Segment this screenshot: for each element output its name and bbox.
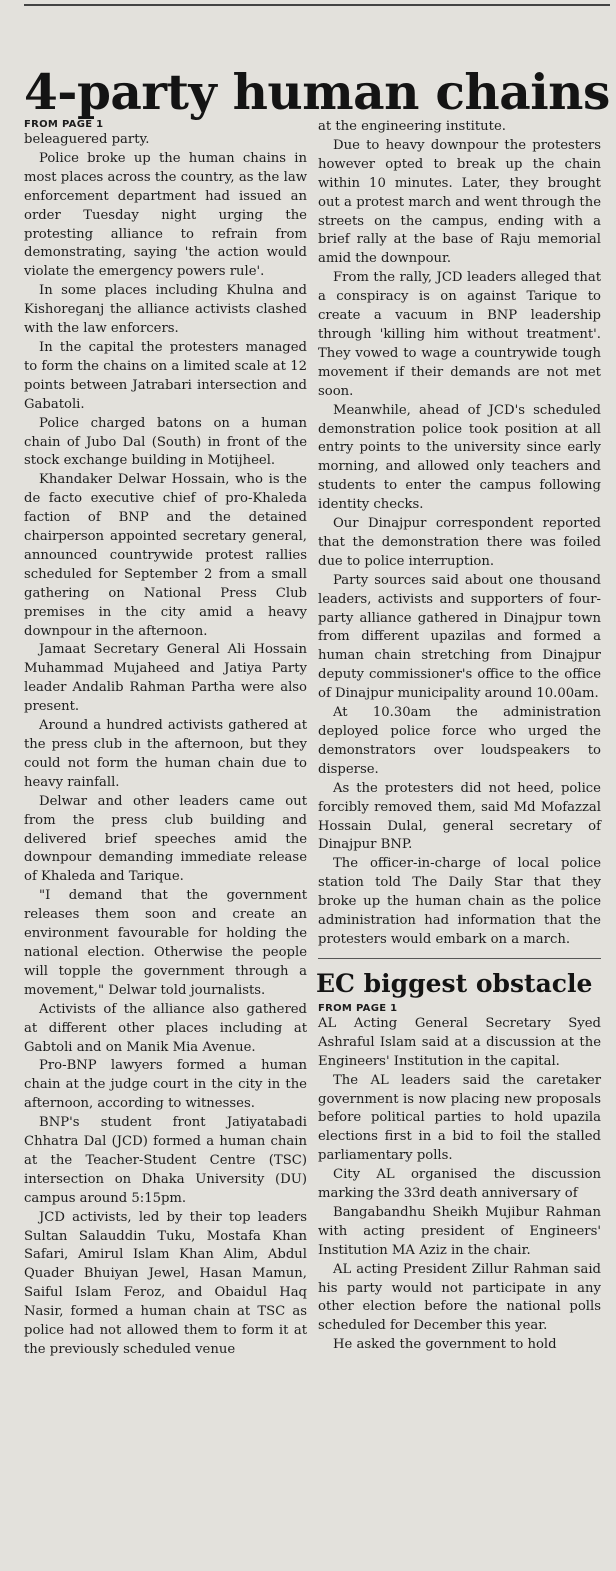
paragraph: In the capital the protesters managed to form the chains on a limited scale at 12 points between Jatrabari intersection and Gabatoli. (24, 339, 307, 412)
paragraph: Police broke up the human chains in most places across the country, as the law enforcement department had issued an order Tuesday night urging the protesting alliance to refrain from demonstrating, saying 'the action would violate the emergency powers rule'. (24, 150, 307, 280)
paragraph: Due to heavy downpour the protesters however opted to break up the chain within 10 minutes. Later, they brought out a protest march and went through the streets on the campus, ending with a brief rally at the base of Raju memorial amid the downpour. (318, 137, 601, 267)
paragraph: From the rally, JCD leaders alleged that a conspiracy is on against Tarique to create a vacuum in BNP leadership through 'killing him without treatment'. They vowed to wage a countrywide tough movement if their demands are not met soon. (318, 270, 601, 399)
right-column (318, 118, 601, 1355)
from-page-label: FROM PAGE 1 (24, 119, 104, 130)
paragraph: "I demand that the government releases them soon and create an environment favourable for holding the national election. Otherwise the people will topple the government through a movement," Delwar told journalists. (24, 888, 307, 998)
paragraph: Jamaat Secretary General Ali Hossain Muhammad Mujaheed and Jatiya Party leader Andalib Rahman Partha were also present. (24, 642, 307, 715)
paragraph: Party sources said about one thousand leaders, activists and supporters of four-party alliance gathered in Dinajpur town from different upazilas and formed a human chain stretching from Dinajpur deputy commissioner's office to the office of Dinajpur municipality around 10.00am. (318, 572, 601, 702)
paragraph: beleaguered party. (24, 132, 150, 147)
left-column (24, 118, 307, 1360)
paragraph: Activists of the alliance also gathered at different other places including at Gabtoli and on Manik Mia Avenue. (24, 1001, 307, 1055)
top-rule (24, 4, 610, 6)
article-body-left (24, 131, 307, 1360)
subheadline: EC biggest obstacle (316, 968, 593, 998)
paragraph: The officer-in-charge of local police station told The Daily Star that they broke up the human chain as the police administration had information that the protesters would embark on a march. (318, 856, 601, 947)
paragraph: Around a hundred activists gathered at the press club in the afternoon, but they could not form the human chain due to heavy rainfall. (24, 718, 307, 790)
paragraph: City AL organised the discussion marking the 33rd death anniversary of (318, 1167, 601, 1202)
paragraph: AL Acting General Secretary Syed Ashraful Islam said at a discussion at the Engineers' Institution in the capital. (318, 1015, 601, 1069)
from-page-label: FROM PAGE 1 (318, 1002, 398, 1014)
paragraph: BNP's student front Jatiyatabadi Chhatra Dal (JCD) formed a human chain at the Teacher-Student Centre (TSC) intersection on Dhaka University (DU) campus around 5:15pm. (24, 1115, 307, 1206)
paragraph: JCD activists, led by their top leaders Sultan Salauddin Tuku, Mostafa Khan Safari, Amirul Islam Khan Alim, Abdul Quader Bhuiyan Jewel, Hasan Mamun, Saiful Islam Feroz, and Obaidul Haq Nasir, formed a human chain at TSC as police had not allowed them to form it at the previously scheduled venue (24, 1209, 307, 1357)
paragraph: Our Dinajpur correspondent reported that the demonstration there was foiled due to police interruption. (318, 516, 601, 569)
paragraph: AL acting President Zillur Rahman said his party would not participate in any other election before the national polls scheduled for December this year. (318, 1261, 601, 1334)
paragraph: Bangabandhu Sheikh Mujibur Rahman with acting president of Engineers' Institution MA Aziz in the chair. (318, 1204, 601, 1258)
section-divider (318, 958, 601, 959)
paragraph: at the engineering institute. (318, 119, 506, 134)
paragraph: Delwar and other leaders came out from the press club building and delivered brief speeches amid the downpour demanding immediate release of Khaleda and Tarique. (24, 793, 307, 885)
paragraph: The AL leaders said the caretaker government is now placing new proposals before political parties to hold upazila elections first in a bid to foil the stalled parliamentary polls. (318, 1072, 601, 1164)
article-body-ec (318, 1015, 601, 1355)
paragraph: At 10.30am the administration deployed police force who urged the demonstrators over loudspeakers to disperse. (318, 705, 601, 777)
paragraph: Meanwhile, ahead of JCD's scheduled demonstration police took position at all entry points to the university since early morning, and allowed only teachers and students to enter the campus following identity checks. (318, 402, 601, 513)
paragraph: Pro-BNP lawyers formed a human chain at the judge court in the city in the afternoon, according to witnesses. (24, 1058, 307, 1112)
paragraph: He asked the government to hold (333, 1337, 557, 1353)
main-headline: 4-party human chains (24, 63, 610, 121)
article-body-right (318, 118, 601, 950)
paragraph: In some places including Khulna and Kishoreganj the alliance activists clashed with the law enforcers. (24, 283, 307, 337)
paragraph: As the protesters did not heed, police forcibly removed them, said Md Mofazzal Hossain Dulal, general secretary of Dinajpur BNP. (318, 780, 601, 853)
paragraph: Khandaker Delwar Hossain, who is the de facto executive chief of pro-Khaleda faction of BNP and the detained chairperson appointed secretary general, announced countrywide protest rallies scheduled for September 2 from a small gathering on National Press Club premises in the city amid a heavy downpour in the afternoon. (24, 472, 307, 639)
paragraph: Police charged batons on a human chain of Jubo Dal (South) in front of the stock exchange building in Motijheel. (24, 415, 307, 469)
